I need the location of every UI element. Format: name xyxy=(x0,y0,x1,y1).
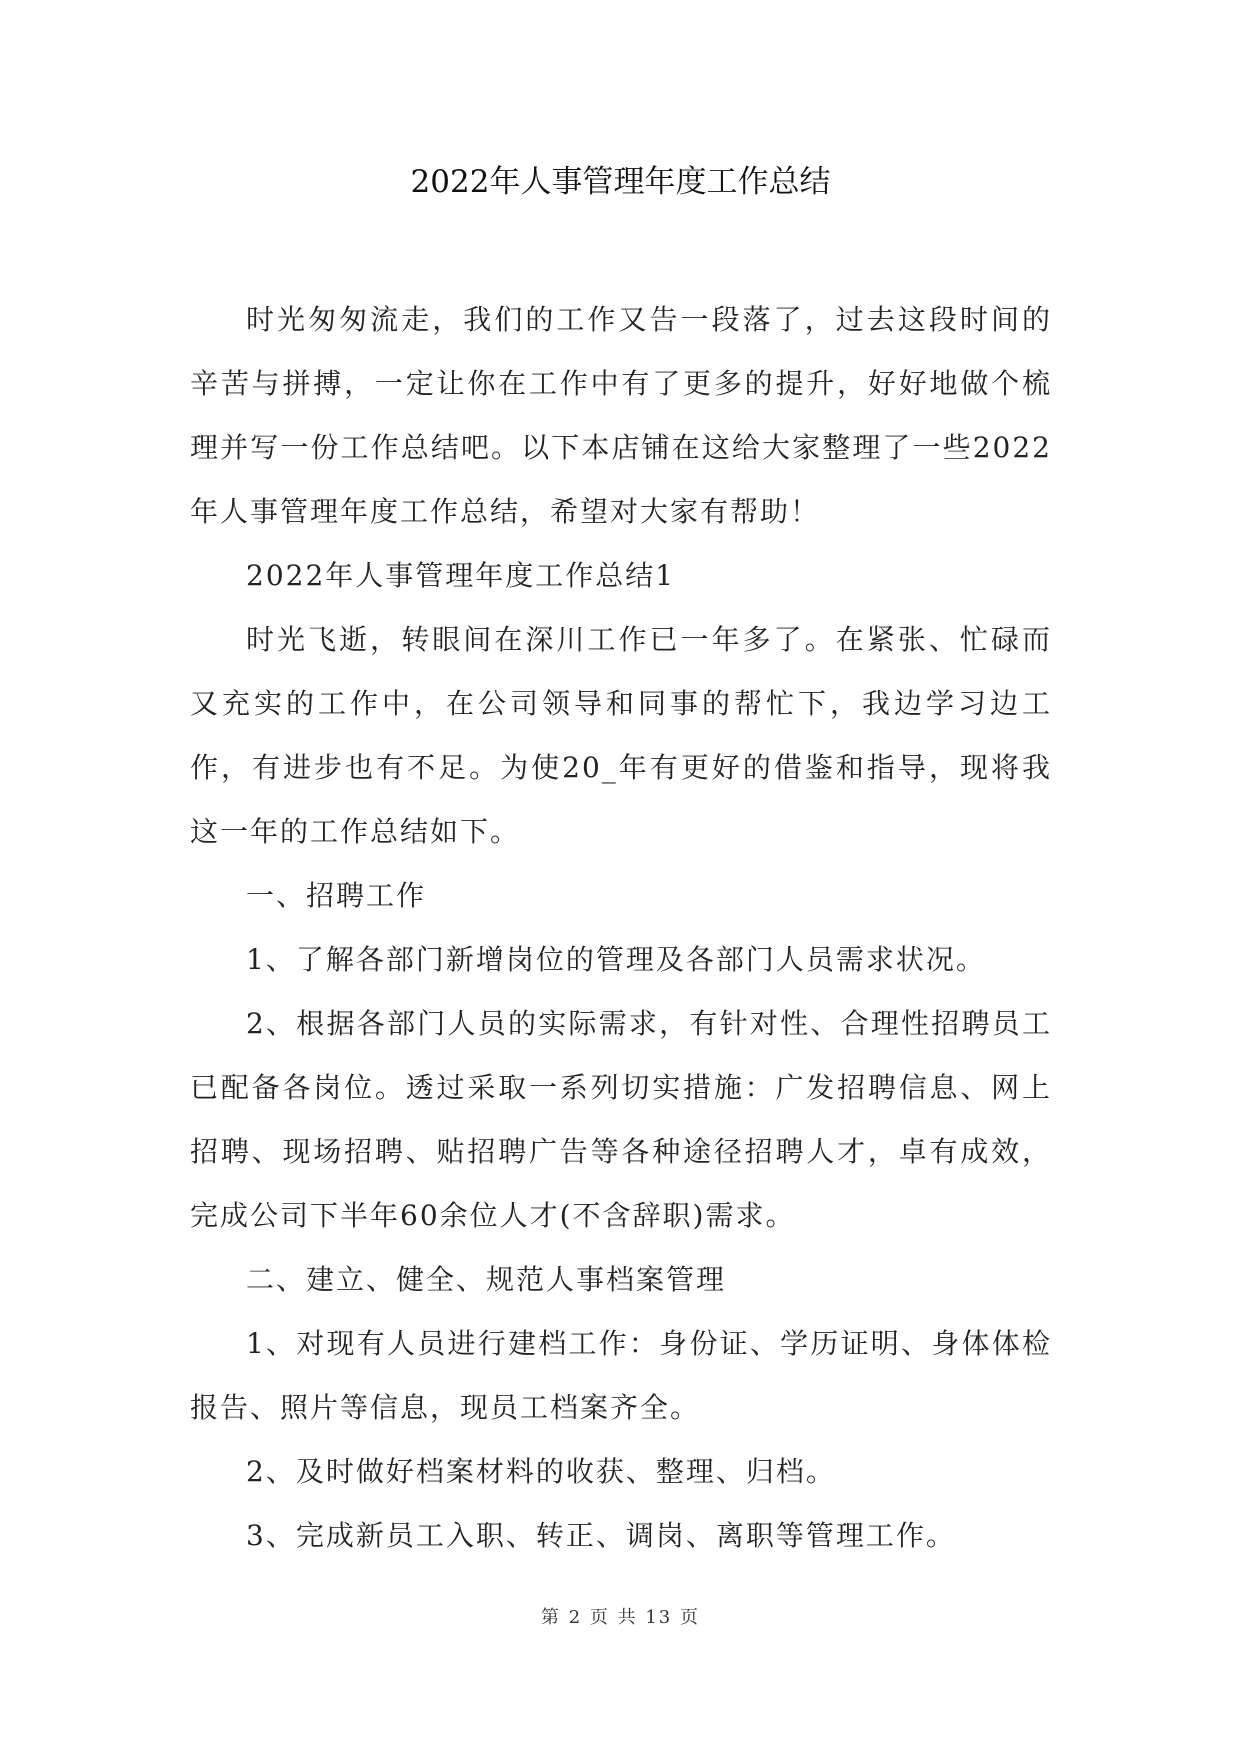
paragraph-opening: 时光飞逝，转眼间在深川工作已一年多了。在紧张、忙碌而又充实的工作中，在公司领导和同事的帮忙下，我边学习边工作，有进步也有不足。为使20_年有更好的借鉴和指导，现将我这一年的工作总结如下。 xyxy=(190,623,1052,848)
document-body xyxy=(190,288,1052,1568)
section-heading: 2022年人事管理年度工作总结1 xyxy=(246,559,676,592)
heading-recruitment: 一、招聘工作 xyxy=(246,879,427,912)
list-item: 2、及时做好档案材料的收获、整理、归档。 xyxy=(246,1455,836,1488)
list-item: 1、对现有人员进行建档工作：身份证、学历证明、身体体检报告、照片等信息，现员工档案齐全。 xyxy=(190,1327,1052,1424)
list-item: 1、了解各部门新增岗位的管理及各部门人员需求状况。 xyxy=(246,943,986,976)
page-number: 第 2 页 共 13 页 xyxy=(541,1607,700,1628)
list-item: 2、根据各部门人员的实际需求，有针对性、合理性招聘员工已配备各岗位。透过采取一系列切实措施：广发招聘信息、网上招聘、现场招聘、贴招聘广告等各种途径招聘人才，卓有成效，完成公司下半年60余位人才(不含辞职)需求。 xyxy=(190,1007,1052,1232)
list-item: 3、完成新员工入职、转正、调岗、离职等管理工作。 xyxy=(246,1519,956,1552)
document-title: 2022年人事管理年度工作总结 xyxy=(410,164,831,200)
paragraph-intro: 时光匆匆流走，我们的工作又告一段落了，过去这段时间的辛苦与拼搏，一定让你在工作中有了更多的提升，好好地做个梳理并写一份工作总结吧。以下本店铺在这给大家整理了一些2022年人事管理年度工作总结，希望对大家有帮助！ xyxy=(190,303,1052,528)
heading-archives: 二、建立、健全、规范人事档案管理 xyxy=(246,1263,727,1296)
